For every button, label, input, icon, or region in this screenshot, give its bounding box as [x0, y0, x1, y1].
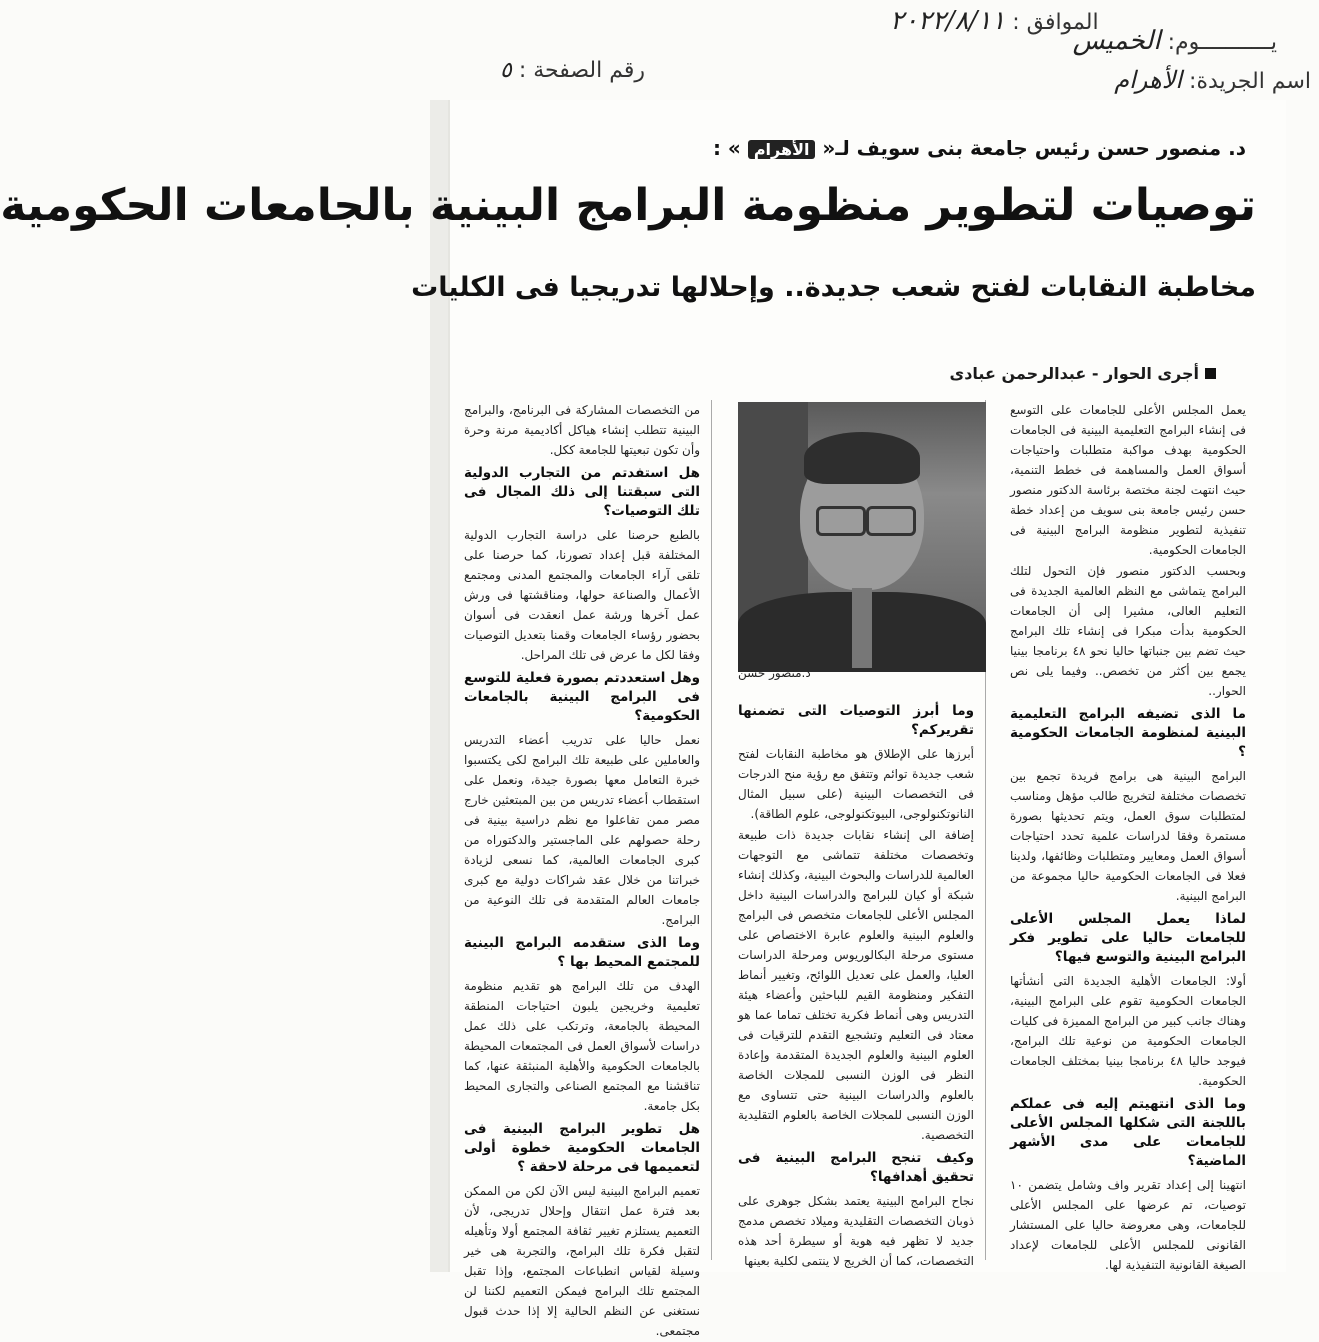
page-label: رقم الصفحة :: [518, 58, 646, 83]
interview-question: وهل استعددتم بصورة فعلية للتوسع فى البرامج البينية بالجامعات الحكومية؟: [464, 670, 700, 724]
paper-value: الأهرام: [1114, 66, 1183, 94]
article-paragraph: الهدف من تلك البرامج هو تقديم منظومة تعليمية وخريجين يلبون احتياجات المنطقة المحيطة بالجامعة، وترتكب على ذلك عمل دراسات لأسواق العمل فى المجتمعات المحيطة بالجامعات الحكومية والأهلية المنبثقة عنها، كما تناقشنا مع المجتمع الصناعى والتجارى المحيط بكل جامعة.: [464, 979, 700, 1113]
article-subheadline: مخاطبة النقابات لفتح شعب جديدة.. وإحلالها تدريجيا فى الكليات: [411, 272, 1256, 303]
article-kicker: [713, 136, 1246, 160]
kicker-end: » :: [712, 136, 748, 160]
interview-question: وما أبرز التوصيات التى تضمنها تقريركم؟: [738, 703, 974, 738]
article-paragraph: إضافة الى إنشاء نقابات جديدة ذات طبيعة وتخصصات مختلفة تتماشى مع التوجهات العالمية للدراسات والبحوث البينية، وكذلك إنشاء شبكة أو كيان للبرامج والدراسات البينية داخل المجلس الأعلى للجامعات متخصص فى البرامج والعلوم البينية والعلوم عابرة الاختصاص على مستوى مرحلة البكالوريوس ومرحلة الدراسات العليا، والعمل على تعديل اللوائح، وتغيير أنماط التفكير ومنظومة القيم للباحثين وأعضاء هيئة التدريس وهى أنماط فكرية تختلف تماما عما هو معتاد فى التعليم وتشجيع التقدم للترقيات فى العلوم البينية والعلوم الجديدة المتقدمة وإعادة النظر فى الوزن النسبى للمجلات الخاصة بالعلوم والدراسات البينية حتى تتساوى مع الوزن النسبى للمجلات الخاصة بالعلوم التقليدية التخصصية.: [738, 828, 974, 1142]
article-paragraph: تعميم البرامج البينية ليس الآن لكن من الممكن بعد فترة عمل انتقال وإحلال تدريجى، لأن التعميم يستلزم تغيير ثقافة المجتمع أولا وتأهيله لتقبل فكرة تلك البرامج، والتجربة هى خير وسيلة لقياس انطباعات المجتمع، وإذا تقبل المجتمع تلك البرامج فيمكن التعميم لكننا لن نستغنى عن النظم الحالية إلا إذا حدث قبول مجتمعى.: [464, 1184, 700, 1338]
page-row: [500, 58, 645, 83]
article-headline: توصيات لتطوير منظومة البرامج البينية بالجامعات الحكومية: [0, 180, 1256, 231]
byline-text: أجرى الحوار - عبدالرحمن عبادى: [949, 364, 1199, 383]
date-label: الموافق :: [1012, 10, 1099, 35]
paper-row: [1114, 66, 1311, 94]
article-paragraph: نعمل حاليا على تدريب أعضاء التدريس والعاملين على طبيعة تلك البرامج لكى يكتسبوا خبرة التعامل معها بصورة جيدة، ونعمل على استقطاب أعضاء تدريس من بين المبتعثين خارج مصر ممن تفاعلوا مع نظم دراسية بينية فى رحلة حصولهم على الماجستير والدكتوراه من كبرى الجامعات العالمية، كما نسعى لزيادة خبراتنا من خلال عقد شراكات دولية مع كبرى جامعات العالم المتقدمة فى تلك النوعية من البرامج.: [464, 733, 700, 927]
article-byline: [950, 364, 1216, 383]
article-paragraph: انتهينا إلى إعداد تقرير واف وشامل يتضمن ١٠ توصيات، تم عرضها على المجلس الأعلى للجامعات، وهى معروضة حاليا على المستشار القانونى للمجلس الأعلى للجامعات لإعداد الصيغة القانونية التنفيذية لها.: [1010, 1178, 1246, 1272]
paper-label: اسم الجريدة:: [1189, 69, 1311, 94]
interview-question: وما الذى ستقدمه البرامج البينية للمجتمع المحيط بها ؟: [464, 935, 700, 970]
article-paragraph: أولا: الجامعات الأهلية الجديدة التى أنشأتها الجامعات الحكومية تقوم على البرامج البينية، وهناك جانب كبير من البرامج المميزة فى كليات الجامعات الحكومية من نوعية تلك البرامج، فيوجد حاليا ٤٨ برنامجا بينيا بمختلف الجامعات الحكومية.: [1010, 974, 1246, 1088]
article-paragraph: نجاح البرامج البينية يعتمد بشكل جوهرى على ذوبان التخصصات التقليدية وميلاد تخصص مدمج جديد لا تظهر فيه هوية أو سيطرة أحد هذه التخصصات، كما أن الخريج لا ينتمى لكلية بعينها: [738, 1194, 974, 1268]
column-divider: [711, 400, 712, 1260]
day-label: يـــــــــــوم:: [1167, 30, 1277, 55]
photo-caption: د.منصور حسن: [738, 666, 811, 680]
page-value: ٥: [500, 58, 512, 83]
date-value: ٢٠٢٢/٨/١١: [890, 6, 1006, 36]
interview-question: لماذا يعمل المجلس الأعلى للجامعات حاليا على تطوير فكر البرامج البينية والتوسع فيها؟: [1010, 911, 1246, 965]
article-paragraph: يعمل المجلس الأعلى للجامعات على التوسع فى إنشاء البرامج التعليمية البينية فى الجامعات الحكومية بهدف مواكبة متطلبات واحتياجات أسواق العمل والمساهمة فى خطط التنمية، حيث انتهت لجنة مختصة برئاسة الدكتور منصور حسن رئيس جامعة بنى سويف من إعداد خطة تنفيذية لتطوير منظومة البرامج البينية فى الجامعات الحكومية.: [1010, 403, 1246, 557]
article-column-3: [464, 400, 700, 1342]
day-value: الخميس: [1072, 26, 1161, 56]
article-column-2: [738, 698, 974, 1272]
interviewee-photo: [738, 402, 986, 664]
article-paragraph: أبرزها على الإطلاق هو مخاطبة النقابات لفتح شعب جديدة توائم وتتفق مع رؤية منح الدرجات فى التخصصات البينية (على سبيل المثال النانوتكنولوجى، البيوتكنولوجى، علوم الطاقة).: [738, 747, 974, 821]
newspaper-clipping: [0, 100, 1286, 1338]
newspaper-logo: الأهرام: [748, 140, 816, 159]
interview-question: وكيف تنجح البرامج البينية فى تحقيق أهدافها؟: [738, 1150, 974, 1185]
article-paragraph: من التخصصات المشاركة فى البرنامج، والبرامج البينية تتطلب إنشاء هياكل أكاديمية مرنة وحرة وأن تكون تبعيتها للجامعة ككل.: [464, 403, 700, 457]
article-paragraph: البرامج البينية هى برامج فريدة تجمع بين تخصصات مختلفة لتخريج طالب مؤهل ومناسب لمتطلبات سوق العمل، ويتم تحديثها بصورة مستمرة وفقا لدراسات علمية تحدد احتياجات أسواق العمل ومعايير ومتطلبات وظائفها، ولدينا فعلا فى الجامعات الحكومية حاليا مجموعة من البرامج البينية.: [1010, 769, 1246, 903]
article-paragraph: بالطبع حرصنا على دراسة التجارب الدولية المختلفة قبل إعداد تصورنا، كما حرصنا على تلقى آراء الجامعات والمجتمع المدنى ومجتمع الأعمال والصناعة حولها، ومناقشتها فى ورش عمل آخرها ورشة عمل انعقدت فى أسوان بحضور رؤساء الجامعات وقمنا بتعديل التوصيات وفقا لكل ما عرض فى تلك المراحل.: [464, 528, 700, 662]
interview-question: هل استفدتم من التجارب الدولية التى سبقتنا إلى ذلك المجال فى تلك التوصيات؟: [464, 465, 700, 519]
day-row: [1073, 26, 1277, 56]
byline-square-icon: [1205, 368, 1216, 379]
interview-question: هل تطوير البرامج البينية فى الجامعات الحكومية خطوة أولى لتعميمها فى مرحلة لاحقة ؟: [464, 1121, 700, 1175]
article-column-1: [1010, 400, 1246, 1276]
date-row: [890, 6, 1099, 36]
kicker-text: د. منصور حسن رئيس جامعة بنى سويف لـ«: [815, 136, 1246, 160]
interview-question: ما الذى تضيفه البرامج التعليمية البينية لمنظومة الجامعات الحكومية ؟: [1010, 706, 1246, 760]
article-paragraph: وبحسب الدكتور منصور فإن التحول لتلك البرامج يتماشى مع النظم العالمية الجديدة فى التعليم العالى، مشيرا إلى أن الجامعات الحكومية بدأت مبكرا فى إنشاء تلك البرامج حيث تضم بين جنباتها حاليا نحو ٤٨ برنامجا بينيا يجمع بين أكثر من تخصص.. وفيما يلى نص الحوار..: [1010, 564, 1246, 698]
interview-question: وما الذى انتهيتم إليه فى عملكم باللجنة التى شكلها المجلس الأعلى للجامعات على مدى الأشهر الماضية؟: [1010, 1096, 1246, 1169]
